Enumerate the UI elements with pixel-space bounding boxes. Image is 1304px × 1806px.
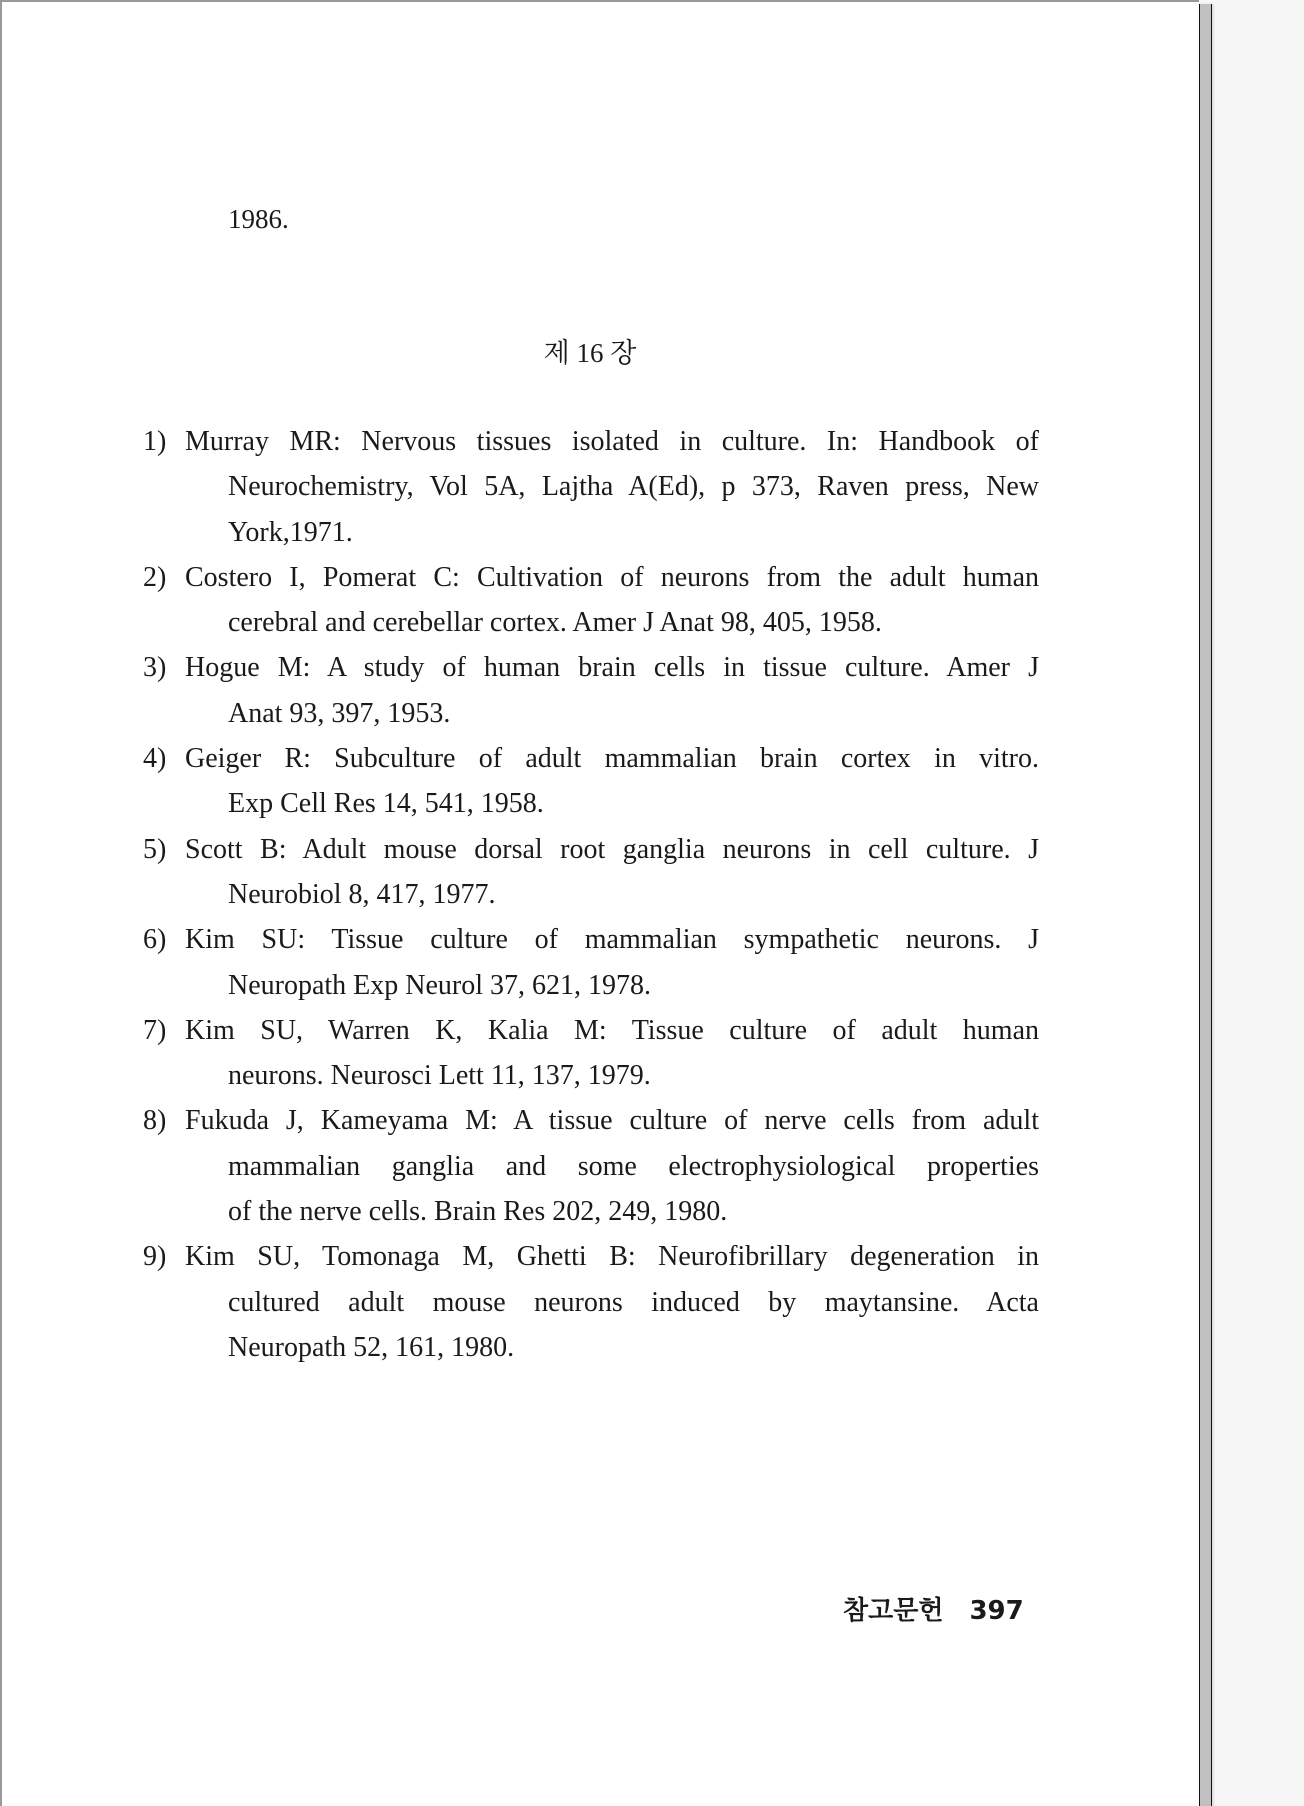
reference-line: of the nerve cells. Brain Res 202, 249, 1980.	[228, 1196, 728, 1228]
reference-line: Anat 93, 397, 1953.	[228, 697, 451, 729]
reference-line: Scott B: Adult mouse dorsal root ganglia neurons in cell culture. J	[185, 833, 1039, 865]
reference-item	[143, 1098, 1039, 1234]
reference-number: 6)	[143, 924, 167, 956]
reference-line: neurons. Neurosci Lett 11, 137, 1979.	[228, 1060, 651, 1092]
reference-number: 9)	[143, 1241, 167, 1273]
reference-list	[143, 419, 1039, 1370]
reference-line: Geiger R: Subculture of adult mammalian brain cortex in vitro.	[185, 743, 1039, 775]
page-edge	[1199, 4, 1212, 1806]
reference-line: mammalian ganglia and some electrophysiological properties	[228, 1150, 1039, 1182]
reference-item	[143, 1008, 1039, 1099]
reference-line: cultured adult mouse neurons induced by maytansine. Acta	[228, 1286, 1039, 1318]
footer-section-title: 참고문헌	[843, 1596, 944, 1626]
reference-number: 5)	[143, 833, 167, 865]
reference-line: Costero I, Pomerat C: Cultivation of neurons from the adult human	[185, 561, 1039, 593]
chapter-heading: 제 16 장	[543, 338, 637, 368]
reference-line: Kim SU, Warren K, Kalia M: Tissue culture of adult human	[185, 1014, 1039, 1046]
reference-line: Neuropath Exp Neurol 37, 621, 1978.	[228, 969, 652, 1001]
reference-number: 2)	[143, 561, 167, 593]
reference-line: Hogue M: A study of human brain cells in tissue culture. Amer J	[185, 652, 1039, 684]
reference-number: 3)	[143, 652, 167, 684]
reference-line: Neurochemistry, Vol 5A, Lajtha A(Ed), p 373, Raven press, New	[228, 471, 1039, 503]
reference-line: Kim SU, Tomonaga M, Ghetti B: Neurofibrillary degeneration in	[185, 1241, 1039, 1273]
reference-line: cerebral and cerebellar cortex. Amer J Anat 98, 405, 1958.	[228, 607, 882, 639]
reference-item	[143, 645, 1039, 736]
reference-line: York,1971.	[228, 516, 353, 548]
reference-item	[143, 555, 1039, 646]
reference-item	[143, 419, 1039, 555]
reference-line: Neurobiol 8, 417, 1977.	[228, 878, 496, 910]
reference-item	[143, 736, 1039, 827]
reference-line: Exp Cell Res 14, 541, 1958.	[228, 788, 544, 820]
reference-line: Neuropath 52, 161, 1980.	[228, 1331, 515, 1363]
page-footer	[843, 1590, 1050, 1627]
reference-number: 8)	[143, 1105, 167, 1137]
reference-number: 7)	[143, 1014, 167, 1046]
reference-number: 1)	[143, 426, 167, 457]
reference-number: 4)	[143, 743, 167, 775]
reference-item	[143, 917, 1039, 1008]
reference-item	[143, 827, 1039, 918]
previous-reference-tail: 1986.	[228, 204, 289, 234]
reference-line: Murray MR: Nervous tissues isolated in culture. In: Handbook of	[185, 426, 1039, 457]
page-number: 397	[969, 1596, 1024, 1626]
reference-item	[143, 1234, 1039, 1370]
reference-line: Kim SU: Tissue culture of mammalian sympathetic neurons. J	[185, 924, 1039, 956]
reference-line: Fukuda J, Kameyama M: A tissue culture of nerve cells from adult	[185, 1105, 1039, 1137]
